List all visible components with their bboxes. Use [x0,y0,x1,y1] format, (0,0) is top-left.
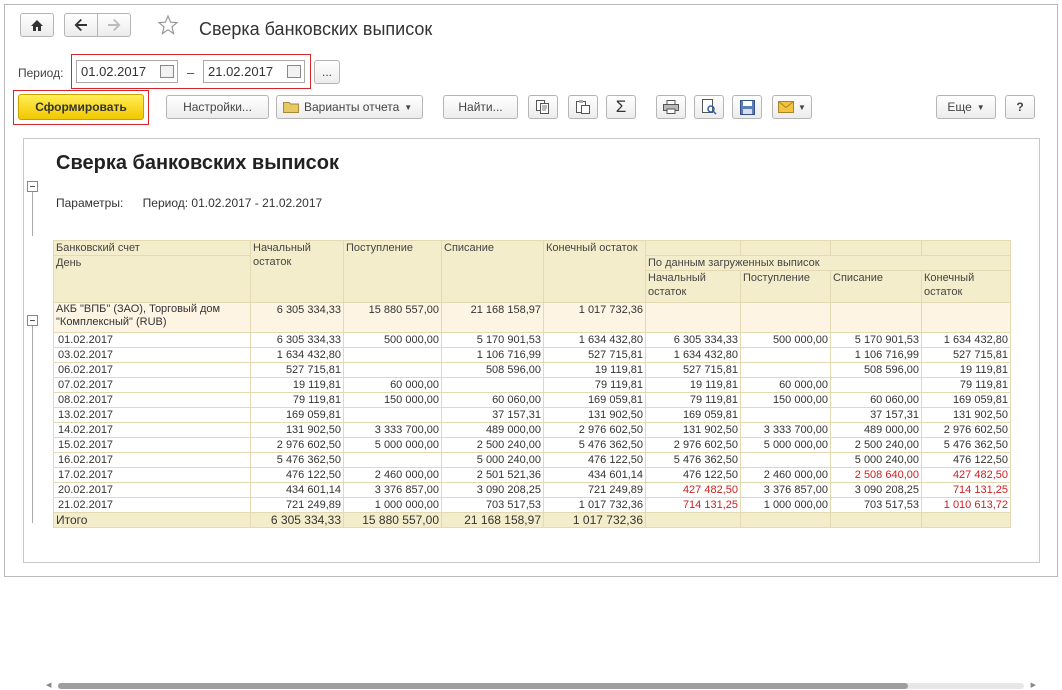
sum-button[interactable] [606,95,636,119]
total-row [54,513,1011,528]
cell-l-close: 1 634 432,80 [922,333,1011,348]
total-blank [646,513,741,528]
table-row[interactable] [54,348,1011,363]
total-blank [831,513,922,528]
report-params [56,196,322,210]
cell-l-in: 60 000,00 [741,378,831,393]
mail-icon [778,101,794,113]
row-day: 17.02.2017 [54,468,251,483]
date-to-value: 21.02.2017 [208,64,274,79]
date-to-field[interactable] [203,60,305,83]
row-day: 03.02.2017 [54,348,251,363]
dropdown-icon: ▼ [976,102,985,112]
horizontal-scrollbar[interactable] [46,682,1036,690]
save-button[interactable] [732,95,762,119]
cell-close: 19 119,81 [544,363,646,378]
collapse-header-icon[interactable] [27,181,38,192]
cell-l-close: 131 902,50 [922,408,1011,423]
cell-l-close: 2 976 602,50 [922,423,1011,438]
cell-in [344,453,442,468]
print-icon [663,100,679,114]
table-row[interactable] [54,378,1011,393]
group-blank [831,303,922,333]
cell-in [344,348,442,363]
row-day: 07.02.2017 [54,378,251,393]
cell-out: 3 090 208,25 [442,483,544,498]
dropdown-icon: ▼ [798,102,806,112]
cell-l-close: 427 482,50 [922,468,1011,483]
cell-out: 2 501 521,36 [442,468,544,483]
header-l-open: Начальный остаток [646,271,741,303]
group-account: АКБ "ВПБ" (ЗАО), Торговый дом "Комплексный" (RUB) [54,303,251,333]
group-row[interactable] [54,303,1011,333]
cell-out: 37 157,31 [442,408,544,423]
row-day: 06.02.2017 [54,363,251,378]
period-select-button[interactable]: ... [314,60,340,84]
cell-in: 5 000 000,00 [344,438,442,453]
cell-l-in: 1 000 000,00 [741,498,831,513]
cell-close: 169 059,81 [544,393,646,408]
group-line [32,320,33,523]
cell-l-open: 2 976 602,50 [646,438,741,453]
header-open: Начальный остаток [251,241,344,303]
cell-l-close: 169 059,81 [922,393,1011,408]
cell-l-out: 5 170 901,53 [831,333,922,348]
cell-l-open: 6 305 334,33 [646,333,741,348]
report-table [53,240,1011,528]
paste-button[interactable] [568,95,598,119]
home-button[interactable] [20,13,54,37]
cell-l-out: 1 106 716,99 [831,348,922,363]
back-icon [74,19,88,31]
total-out: 21 168 158,97 [442,513,544,528]
cell-l-close: 714 131,25 [922,483,1011,498]
cell-l-open: 1 634 432,80 [646,348,741,363]
table-row[interactable] [54,483,1011,498]
cell-l-open: 79 119,81 [646,393,741,408]
table-row[interactable] [54,363,1011,378]
group-in: 15 880 557,00 [344,303,442,333]
cell-in: 1 000 000,00 [344,498,442,513]
cell-open: 1 634 432,80 [251,348,344,363]
home-icon [30,19,44,32]
more-actions-button[interactable] [936,95,996,119]
cell-open: 169 059,81 [251,408,344,423]
table-row[interactable] [54,438,1011,453]
cell-l-open: 169 059,81 [646,408,741,423]
cell-l-close: 5 476 362,50 [922,438,1011,453]
row-day: 14.02.2017 [54,423,251,438]
header-blank [831,241,922,256]
cell-out: 703 517,53 [442,498,544,513]
cell-close: 131 902,50 [544,408,646,423]
cell-in [344,408,442,423]
cell-open: 79 119,81 [251,393,344,408]
header-l-in: Поступление [741,271,831,303]
table-row[interactable] [54,333,1011,348]
cell-open: 476 122,50 [251,468,344,483]
cell-open: 5 476 362,50 [251,453,344,468]
cell-in: 3 333 700,00 [344,423,442,438]
cell-l-in [741,363,831,378]
date-from-field[interactable] [76,60,178,83]
header-out: Списание [442,241,544,303]
cell-in [344,363,442,378]
cell-close: 2 976 602,50 [544,423,646,438]
group-close: 1 017 732,36 [544,303,646,333]
calendar-icon[interactable] [160,65,174,78]
cell-l-close: 19 119,81 [922,363,1011,378]
cell-l-close: 1 010 613,72 [922,498,1011,513]
header-loaded: По данным загруженных выписок [646,256,1011,271]
cell-l-in: 3 333 700,00 [741,423,831,438]
cell-in: 150 000,00 [344,393,442,408]
cell-l-in [741,348,831,363]
cell-l-close: 476 122,50 [922,453,1011,468]
scroll-thumb[interactable] [58,683,908,689]
cell-l-in: 3 376 857,00 [741,483,831,498]
sum-icon: Σ [615,97,627,116]
total-in: 15 880 557,00 [344,513,442,528]
report-title: Сверка банковских выписок [56,152,340,174]
date-from-value: 01.02.2017 [81,64,147,79]
scroll-right-icon[interactable]: ▶ [1030,682,1036,689]
cell-l-in: 5 000 000,00 [741,438,831,453]
star-icon[interactable] [158,15,178,35]
cell-l-out: 60 060,00 [831,393,922,408]
cell-l-open: 19 119,81 [646,378,741,393]
cell-close: 5 476 362,50 [544,438,646,453]
collapse-group-icon[interactable] [27,315,38,326]
preview-icon [701,99,717,115]
cell-close: 79 119,81 [544,378,646,393]
total-label: Итого [54,513,251,528]
group-line [32,186,33,236]
cell-l-out: 2 500 240,00 [831,438,922,453]
group-blank [741,303,831,333]
table-row[interactable] [54,408,1011,423]
cell-out: 489 000,00 [442,423,544,438]
table-row[interactable] [54,393,1011,408]
preview-button[interactable] [694,95,724,119]
header-in: Поступление [344,241,442,303]
cell-out: 5 170 901,53 [442,333,544,348]
print-button[interactable] [656,95,686,119]
cell-open: 434 601,14 [251,483,344,498]
header-blank [741,241,831,256]
cell-open: 131 902,50 [251,423,344,438]
cell-close: 476 122,50 [544,453,646,468]
header-close: Конечный остаток [544,241,646,303]
cell-l-open: 476 122,50 [646,468,741,483]
back-button[interactable] [64,13,98,37]
save-icon [740,100,755,115]
row-day: 16.02.2017 [54,453,251,468]
page-title: Сверка банковских выписок [199,19,433,39]
cell-close: 721 249,89 [544,483,646,498]
copy-icon [535,99,551,115]
find-button[interactable]: Найти... [443,95,518,119]
cell-close: 1 017 732,36 [544,498,646,513]
cell-out: 508 596,00 [442,363,544,378]
table-row[interactable] [54,453,1011,468]
cell-l-in [741,453,831,468]
window [4,4,1058,689]
cell-in: 60 000,00 [344,378,442,393]
header-row-1 [54,241,1011,256]
row-day: 15.02.2017 [54,438,251,453]
row-day: 01.02.2017 [54,333,251,348]
table-row[interactable] [54,468,1011,483]
cell-l-open: 527 715,81 [646,363,741,378]
params-label: Параметры: [56,196,124,210]
cell-l-out: 2 508 640,00 [831,468,922,483]
more-actions-label: Еще [947,100,972,114]
cell-open: 19 119,81 [251,378,344,393]
cell-l-open: 5 476 362,50 [646,453,741,468]
header-blank [646,241,741,256]
help-button[interactable]: ? [1005,95,1035,119]
header-day: День [54,256,251,303]
cell-open: 721 249,89 [251,498,344,513]
report-area[interactable] [23,138,1040,689]
total-blank [922,513,1011,528]
cell-l-in: 2 460 000,00 [741,468,831,483]
report-variants-button[interactable] [276,95,423,119]
paste-icon [575,99,591,115]
row-day: 20.02.2017 [54,483,251,498]
cell-l-in: 150 000,00 [741,393,831,408]
header-blank [922,241,1011,256]
group-open: 6 305 334,33 [251,303,344,333]
cell-l-out: 3 090 208,25 [831,483,922,498]
cell-open: 6 305 334,33 [251,333,344,348]
cell-l-out: 508 596,00 [831,363,922,378]
cell-out: 1 106 716,99 [442,348,544,363]
cell-in: 3 376 857,00 [344,483,442,498]
cell-out [442,378,544,393]
row-day: 21.02.2017 [54,498,251,513]
cell-l-out [831,378,922,393]
header-account: Банковский счет [54,241,251,256]
cell-open: 527 715,81 [251,363,344,378]
cell-open: 2 976 602,50 [251,438,344,453]
row-day: 08.02.2017 [54,393,251,408]
cell-l-close: 79 119,81 [922,378,1011,393]
header-l-close: Конечный остаток [922,271,1011,303]
group-blank [646,303,741,333]
cell-close: 1 634 432,80 [544,333,646,348]
cell-out: 5 000 240,00 [442,453,544,468]
cell-l-out: 37 157,31 [831,408,922,423]
cell-l-open: 131 902,50 [646,423,741,438]
send-mail-button[interactable] [772,95,812,119]
cell-l-close: 527 715,81 [922,348,1011,363]
cell-close: 434 601,14 [544,468,646,483]
folder-icon [283,101,299,113]
cell-out: 60 060,00 [442,393,544,408]
copy-button[interactable] [528,95,558,119]
cell-in: 2 460 000,00 [344,468,442,483]
cell-l-out: 5 000 240,00 [831,453,922,468]
dropdown-icon: ▼ [404,102,413,112]
forward-button[interactable] [97,13,131,37]
group-out: 21 168 158,97 [442,303,544,333]
cell-in: 500 000,00 [344,333,442,348]
cell-l-in: 500 000,00 [741,333,831,348]
date-separator: – [187,65,195,80]
total-open: 6 305 334,33 [251,513,344,528]
period-label: Период: [18,66,64,80]
cell-l-in [741,408,831,423]
scroll-left-icon[interactable]: ◀ [46,682,52,689]
settings-button[interactable]: Настройки... [166,95,269,119]
cell-l-open: 427 482,50 [646,483,741,498]
group-blank [922,303,1011,333]
cell-l-open: 714 131,25 [646,498,741,513]
table-row[interactable] [54,423,1011,438]
generate-button[interactable]: Сформировать [18,94,144,120]
header-l-out: Списание [831,271,922,303]
calendar-icon[interactable] [287,65,301,78]
table-row[interactable] [54,498,1011,513]
report-variants-label: Варианты отчета [304,100,400,114]
cell-close: 527 715,81 [544,348,646,363]
cell-out: 2 500 240,00 [442,438,544,453]
total-close: 1 017 732,36 [544,513,646,528]
params-value: Период: 01.02.2017 - 21.02.2017 [142,196,323,210]
cell-l-out: 703 517,53 [831,498,922,513]
cell-l-out: 489 000,00 [831,423,922,438]
row-day: 13.02.2017 [54,408,251,423]
total-blank [741,513,831,528]
forward-icon [107,19,121,31]
